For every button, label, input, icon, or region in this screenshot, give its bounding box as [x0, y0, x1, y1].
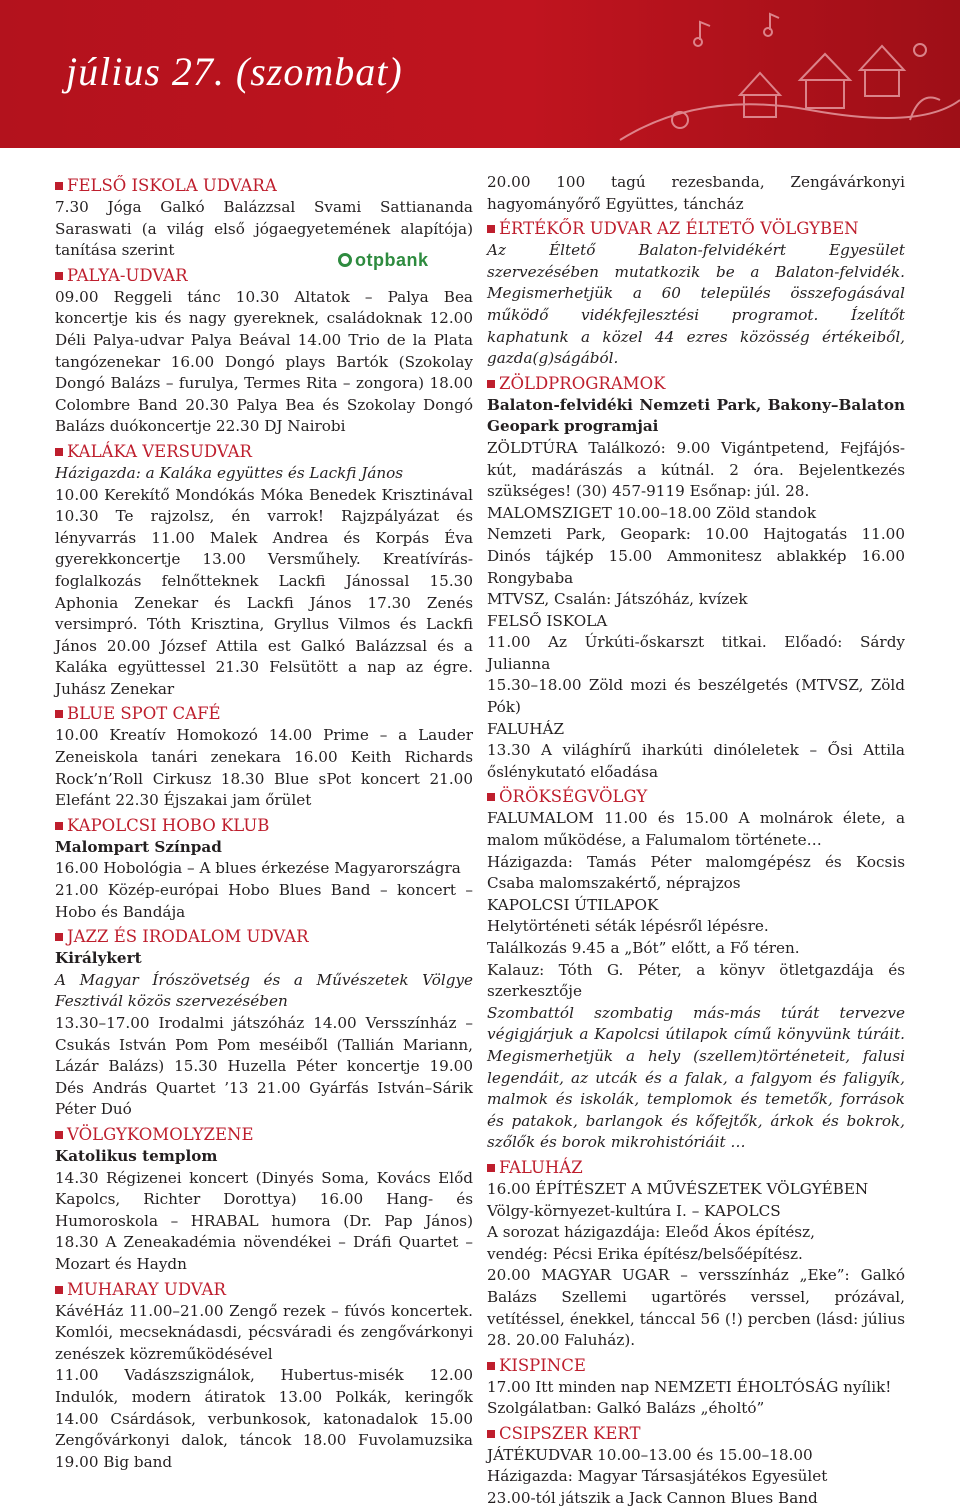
- program-text: Házigazda: Magyar Társasjátékos Egyesület: [487, 1467, 828, 1486]
- section-heading: JAZZ ÉS IRODALOM UDVAR: [55, 926, 473, 948]
- section-heading: FALUHÁZ: [487, 1157, 905, 1179]
- section-heading: CSIPSZER KERT: [487, 1423, 905, 1445]
- program-text: 10.00 Kerekítő Mondókás Móka Benedek Krisztinával 10.30 Te rajzolsz, én varrok! Rajzpályázat és lényvarrás 11.00 Malek Andrea és Korpás Éva gyerekkoncertje 13.00 Versműhely. Kreatívírás-foglalkozás felnőtteknek Lackfi Jánossal 15.30 Aphonia Zenekar és Lackfi János 17.30 Zenés versimpró. Tóth Krisztina, Gryllus Vilmos és Lackfi János 20.00 József Attila est Galkó Balázzsal és a Kaláka együttessel 21.30 Felsütött a nap az égre. Juhász Zenekar: [55, 485, 473, 698]
- program-text: Nemzeti Park, Geopark: 10.00 Hajtogatás 11.00 Dinós tájkép 15.00 Ammonitesz ablakkép 16.00 Rongybaba: [487, 525, 905, 587]
- program-text: Kalauz: Tóth G. Péter, a könyv ötletgazdája és szerkesztője: [487, 960, 905, 1001]
- section-heading: VÖLGYKOMOLYZENE: [55, 1124, 473, 1146]
- section-heading: KALÁKA VERSUDVAR: [55, 441, 473, 463]
- venue-name: Katolikus templom: [55, 1146, 218, 1165]
- program-text: Házigazda: Tamás Péter malomgépész és Kocsis Csaba malomszakértő, néprajzos: [487, 852, 905, 893]
- section-heading: ÉRTÉKŐR UDVAR AZ ÉLTETŐ VÖLGYBEN: [487, 218, 905, 240]
- venue-name: Királykert: [55, 949, 142, 968]
- program-text: FALUHÁZ: [487, 719, 565, 738]
- section-heading: ZÖLDPROGRAMOK: [487, 373, 905, 395]
- program-section: [487, 172, 905, 215]
- tour-description: Szombattól szombatig más-más túrát tervezve végigjárjuk a Kapolcsi útilapok című könyvünk túráit. Megismerhetjük a hely (szellem)történeteit, falusi legendáit, az utcák és a falak, a falgyom és faligyík, malmok és iskolák, templomok és temetők, források és patakok, barlangok és kőfejtők, árkok és bokrok, szőlők és borok mikrohistóriáit …: [487, 1003, 905, 1152]
- program-section: [55, 1124, 473, 1276]
- program-text: 17.00 Itt minden nap NEMZETI ÉHOLTÓSÁG nyílik!: [487, 1377, 892, 1396]
- host-text: Házigazda: a Kaláka együttes és Lackfi János: [55, 463, 404, 482]
- page-title: július 27. (szombat): [66, 49, 403, 94]
- program-text: Szolgálatban: Galkó Balázs „éholtó”: [487, 1399, 765, 1418]
- section-heading: FELSŐ ISKOLA UDVARA: [55, 175, 473, 197]
- program-text: 16.00 ÉPÍTÉSZET A MŰVÉSZETEK VÖLGYÉBEN: [487, 1179, 869, 1198]
- program-text: MTVSZ, Csalán: Játszóház, kvízek: [487, 590, 748, 609]
- program-text: 15.30–18.00 Zöld mozi és beszélgetés (MTVSZ, Zöld Pók): [487, 676, 905, 717]
- program-text: 20.00 MAGYAR UGAR – versszínház „Eke”: Galkó Balázs Szellemi ugartörés verssel, prózával, vetítéssel, énekkel, tánccal 56 (!) percben (lásd: július 28. 20.00 Faluház).: [487, 1266, 905, 1350]
- otpbank-logo: otpbank: [338, 250, 429, 271]
- program-text: 23.00-tól játszik a Jack Cannon Blues Band: [487, 1489, 818, 1508]
- program-section: [55, 265, 473, 438]
- program-text: FELSŐ ISKOLA: [487, 611, 608, 630]
- program-text: Találkozás 9.45 a „Bót” előtt, a Fő téren.: [487, 939, 800, 957]
- program-section: [55, 703, 473, 811]
- section-heading: KAPOLCSI HOBO KLUB: [55, 815, 473, 837]
- organizer-text: Az Éltető Balaton-felvidékért Egyesület szervezésében mutatkozik be a Balaton-felvidék. Megismerhetjük a 60 település összefogásával működő vidékfejlesztési programot. Ízelítőt kaphatunk a közel 44 ezres közösség értékeiből, gazda(g)ságából.: [487, 241, 905, 368]
- program-text: 13.30–17.00 Irodalmi játszóház 14.00 Versszínház – Csukás István Pom Pom meséiből (Tallián Mariann, Lázár Balázs) 15.30 Huzella Péter koncertje 19.00 Dés András Quartet ’13 21.00 Gyárfás István–Sárik Péter Duó: [55, 1014, 473, 1119]
- program-text: 20.00 100 tagú rezesbanda, Zengávárkonyi hagyományőrő Együttes, táncház: [487, 173, 905, 213]
- organizer-text: A Magyar Írószövetség és a Művészetek Völgye Fesztivál közös szervezésében: [55, 970, 473, 1011]
- program-text: Völgy-környezet-kultúra I. – KAPOLCS: [487, 1201, 781, 1220]
- program-text: vendég: Pécsi Erika építész/belsőépítész.: [487, 1244, 803, 1263]
- section-heading: KISPINCE: [487, 1355, 905, 1377]
- program-text: 11.00 Az Úrkúti-őskarszt titkai. Előadó: Sárdy Julianna: [487, 633, 905, 673]
- program-text: 09.00 Reggeli tánc 10.30 Altatok – Palya Bea koncertje kis és nagy gyereknek, családoknak 12.00 Déli Palya-udvar Palya Beával 14.00 Trio de la Plata tangózenekar 16.00 Dongó plays Bartók (Szokolay Dongó Balázs – furulya, Termes Rita – zongora) 18.00 Colombre Band 20.30 Palya Bea és Szokolay Dongó Balázs duókoncertje 22.30 DJ Nairobi: [55, 287, 473, 436]
- program-text: KAPOLCSI ÚTILAPOK: [487, 895, 659, 914]
- program-section: [487, 1157, 905, 1352]
- program-section: [55, 1279, 473, 1474]
- program-section: [487, 1355, 905, 1420]
- section-heading: ÖRÖKSÉGVÖLGY: [487, 786, 905, 808]
- venue-name: Malompart Színpad: [55, 837, 222, 856]
- program-text: ZÖLDTÚRA Találkozó: 9.00 Vigántpetend, Fejfájós-kút, madárászás a kútnál. 2 óra. Bejelentkezés szükséges! (30) 457-9119 Esőnap: júl. 28.: [487, 438, 905, 501]
- program-section: [487, 786, 905, 1154]
- section-heading: BLUE SPOT CAFÉ: [55, 703, 473, 725]
- section-heading: MUHARAY UDVAR: [55, 1279, 473, 1301]
- program-text: FALUMALOM 11.00 és 15.00 A molnárok élete, a malom működése, a Falumalom története…: [487, 809, 905, 850]
- left-column: [55, 172, 473, 1473]
- header-banner: [0, 0, 960, 148]
- program-section: [487, 373, 905, 784]
- section-heading: PALYA-UDVAR: [55, 265, 473, 287]
- program-section: [55, 926, 473, 1121]
- program-section: [55, 441, 473, 701]
- program-text: Helytörténeti séták lépésről lépésre.: [487, 917, 769, 936]
- program-section: [487, 218, 905, 370]
- program-text: A sorozat házigazdája: Eleőd Ákos építész,: [487, 1223, 815, 1242]
- village-illustration: [560, 0, 960, 148]
- program-text: 14.30 Régizenei koncert (Dinyés Soma, Kovács Előd Kapolcs, Richter Dorottya) 16.00 Hang- és Humoroskola – HRABAL humora (Dr. Pap János) 18.30 A Zeneakadémia növendékei – Dráfi Quartet – Mozart és Haydn: [55, 1168, 473, 1273]
- program-section: [55, 815, 473, 923]
- program-text: KávéHáz 11.00–21.00 Zengő rezek – fúvós koncertek. Komlói, mecseknádasdi, pécsváradi és zengővárkonyi zenészek közreműködésével: [55, 1301, 473, 1363]
- program-text: JÁTÉKUDVAR 10.00–13.00 és 15.00–18.00: [487, 1445, 813, 1464]
- program-text: 16.00 Hobológia – A blues érkezése Magyarországra: [55, 859, 461, 878]
- program-section: [487, 1423, 905, 1510]
- program-text: MALOMSZIGET 10.00–18.00 Zöld standok: [487, 503, 817, 522]
- program-text: 13.30 A világhírű iharkúti dinóleletek – Ősi Attila őslénykutató előadása: [487, 741, 905, 781]
- program-text: 7.30 Jóga Galkó Balázzsal Svami Sattiananda Saraswati (a világ első jógaegyetemének alapítója) tanítása szerint: [55, 198, 473, 260]
- program-section: [55, 175, 473, 262]
- right-column: [487, 172, 905, 1510]
- venue-name: Balaton-felvidéki Nemzeti Park, Bakony–Balaton Geopark programjai: [487, 395, 905, 436]
- program-text: 11.00 Vadászszignálok, Hubertus-misék 12.00 Indulók, modern átiratok 13.00 Polkák, keringők 14.00 Csárdások, verbunkosok, katonadalok 15.00 Zengővárkonyi dalok, táncok 18.00 Fuvolamuzsika 19.00 Big band: [55, 1366, 473, 1471]
- program-text: 10.00 Kreatív Homokozó 14.00 Prime – a Lauder Zeneiskola tanári zenekara 16.00 Keith Richards Rock’n’Roll Cirkusz 18.30 Blue sPot koncert 21.00 Elefánt 22.30 Éjszakai jam őrület: [55, 726, 473, 810]
- program-text: 21.00 Közép-európai Hobo Blues Band – koncert – Hobo és Bandája: [55, 881, 473, 921]
